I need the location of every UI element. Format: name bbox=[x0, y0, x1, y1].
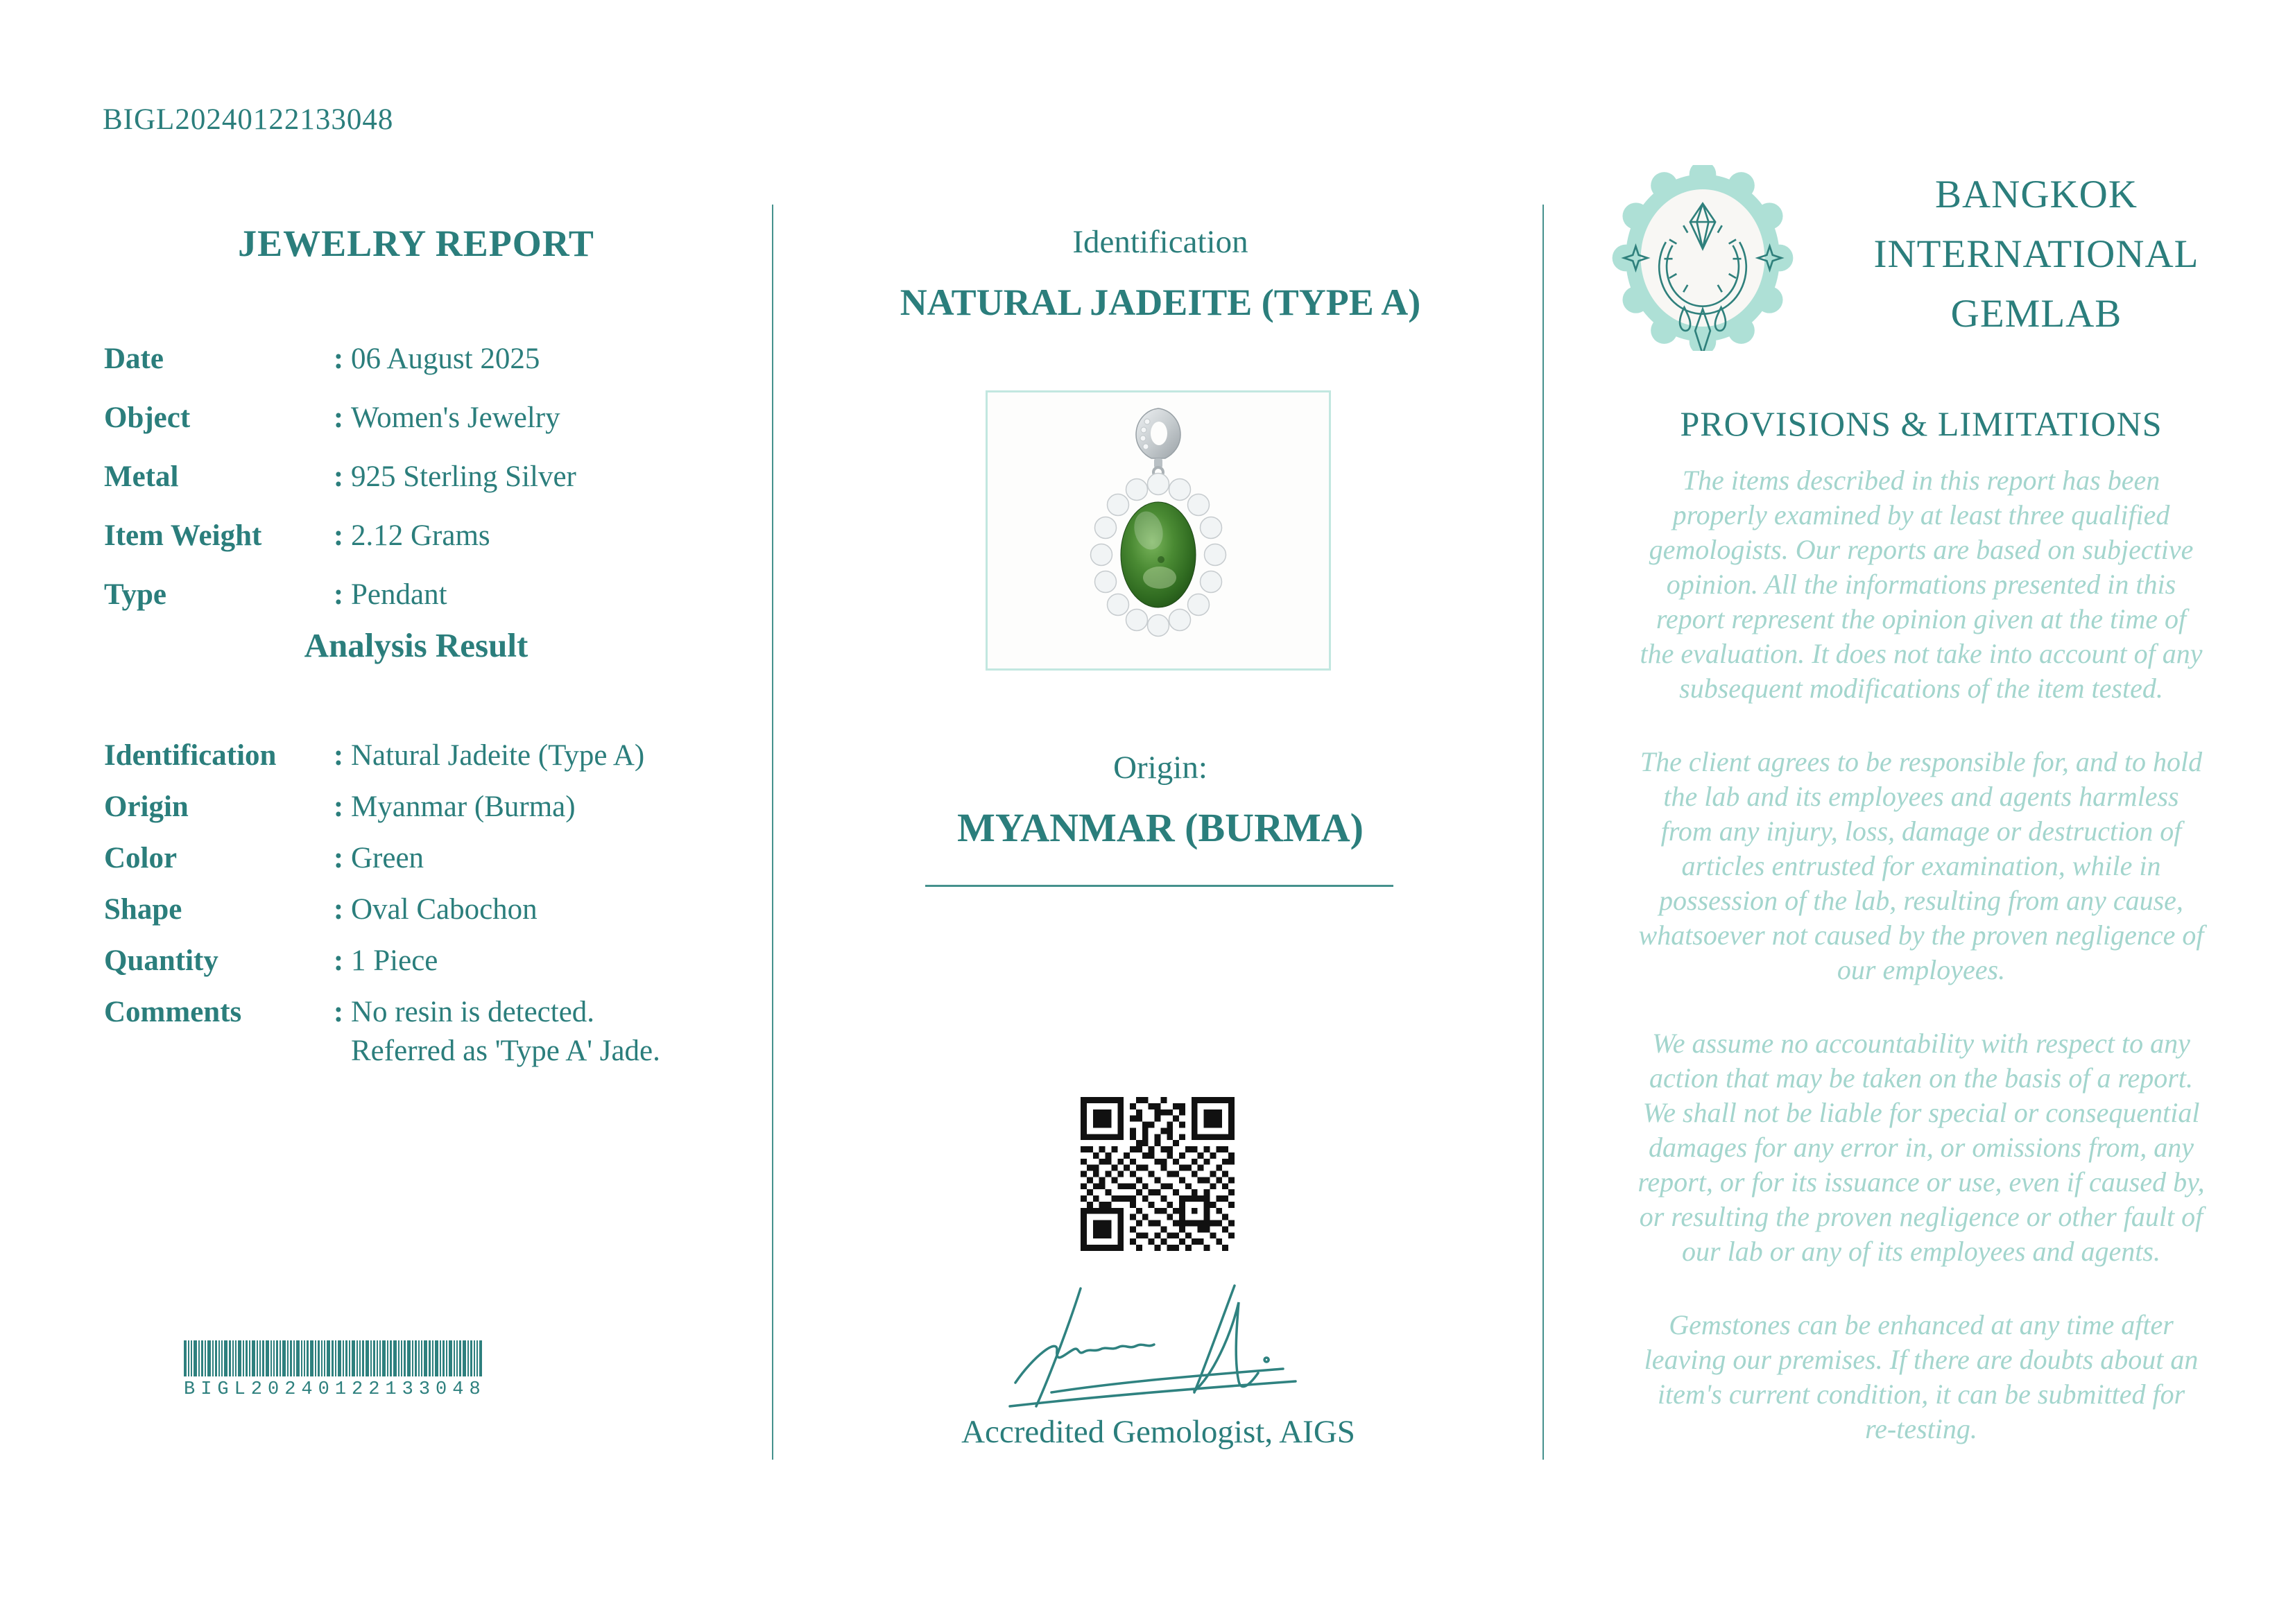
provisions-paragraph-4: Gemstones can be enhanced at any time after leaving our premises. If there are doubts about an item's current condition, it can be submitted for re-testing. bbox=[1644, 1309, 2199, 1444]
certificate-number: BIGL20240122133048 bbox=[103, 103, 394, 136]
provisions-paragraph-3: We assume no accountability with respect to any action that may be taken on the basis of a report. We shall not be liable for special or consequential damages for any error in, or omissions from, any report, or for its issuance or use, even if caused by, or resulting the proven negligence or other fault of our lab or any of its employees and agents. bbox=[1638, 1028, 2205, 1267]
field-row-shape bbox=[104, 890, 770, 929]
field-row-identification bbox=[104, 736, 770, 775]
field-row-origin bbox=[104, 788, 770, 827]
lab-name-line: GEMLAB bbox=[1950, 292, 2122, 336]
jade-pendant-image bbox=[1061, 399, 1255, 662]
field-value: No resin is detected. Referred as 'Type A' Jade. bbox=[351, 996, 660, 1067]
field-value: 925 Sterling Silver bbox=[351, 460, 576, 493]
field-row-object bbox=[104, 399, 770, 438]
field-label: Identification bbox=[104, 739, 277, 772]
analysis-result-title: Analysis Result bbox=[304, 626, 528, 664]
origin-value: MYANMAR (BURMA) bbox=[957, 805, 1364, 850]
provisions-paragraph-1: The items described in this report has been properly examined by at least three qualified gemologists. Our reports are based on subjective opinion. All the informations presented in this report represent the opinion given at the time of the evaluation. It does not take into account of any subsequent modifications of the item tested. bbox=[1640, 465, 2203, 704]
field-label: Comments bbox=[104, 996, 242, 1028]
field-colon: : bbox=[333, 791, 344, 823]
barcode bbox=[184, 1340, 486, 1400]
lab-name bbox=[1803, 165, 2269, 344]
field-label: Quantity bbox=[104, 944, 218, 977]
field-row-comments bbox=[104, 993, 770, 1071]
field-colon: : bbox=[333, 739, 344, 772]
field-colon: : bbox=[333, 996, 344, 1028]
field-label: Metal bbox=[104, 460, 179, 493]
lab-name-line: BANGKOK bbox=[1935, 173, 2138, 216]
field-row-item-weight bbox=[104, 517, 770, 555]
column-divider-left bbox=[772, 205, 773, 1460]
field-colon: : bbox=[333, 343, 344, 375]
field-value: Oval Cabochon bbox=[351, 893, 538, 926]
field-value: Women's Jewelry bbox=[351, 401, 560, 434]
origin-heading: Origin: bbox=[1113, 750, 1207, 786]
field-label: Date bbox=[104, 343, 164, 375]
lab-name-line: INTERNATIONAL bbox=[1873, 232, 2199, 276]
field-colon: : bbox=[333, 460, 344, 493]
field-row-color bbox=[104, 839, 770, 878]
gemlab-logo-icon bbox=[1610, 165, 1795, 351]
barcode-text: BIGL20240122133048 bbox=[184, 1379, 486, 1400]
field-label: Item Weight bbox=[104, 519, 262, 552]
field-label: Color bbox=[104, 842, 178, 874]
field-label: Origin bbox=[104, 791, 189, 823]
field-value: 2.12 Grams bbox=[351, 519, 490, 552]
field-value: Pendant bbox=[351, 578, 447, 611]
provisions-paragraph-2: The client agrees to be responsible for, and to hold the lab and its employees and agents harmless from any injury, loss, damage or destruction of articles entrusted for examination, while in possession of the lab, resulting from any cause, whatsoever not caused by the proven negligence of our employees. bbox=[1638, 746, 2204, 985]
field-label: Type bbox=[104, 578, 166, 611]
analysis-fields bbox=[104, 736, 770, 1083]
field-colon: : bbox=[333, 893, 344, 926]
field-colon: : bbox=[333, 578, 344, 611]
jade-cabochon bbox=[1121, 502, 1196, 607]
barcode-bars bbox=[184, 1340, 482, 1376]
gemologist-title: Accredited Gemologist, AIGS bbox=[961, 1414, 1355, 1450]
field-label: Shape bbox=[104, 893, 182, 926]
field-row-date bbox=[104, 340, 770, 379]
field-colon: : bbox=[333, 401, 344, 434]
field-label: Object bbox=[104, 401, 191, 434]
field-value: 06 August 2025 bbox=[351, 343, 540, 375]
field-colon: : bbox=[333, 842, 344, 874]
field-value: Myanmar (Burma) bbox=[351, 791, 576, 823]
report-title: JEWELRY REPORT bbox=[238, 223, 594, 264]
origin-divider-line bbox=[925, 885, 1393, 887]
column-divider-right bbox=[1542, 205, 1544, 1460]
item-photo-frame bbox=[986, 390, 1331, 671]
provisions-text bbox=[1595, 463, 2247, 1485]
field-row-type bbox=[104, 576, 770, 614]
field-row-metal bbox=[104, 458, 770, 496]
qr-code bbox=[1081, 1097, 1235, 1251]
field-colon: : bbox=[333, 944, 344, 977]
report-fields bbox=[104, 340, 770, 634]
provisions-heading: PROVISIONS & LIMITATIONS bbox=[1680, 404, 2163, 443]
field-row-quantity bbox=[104, 942, 770, 981]
field-value: 1 Piece bbox=[351, 944, 438, 977]
field-value: Green bbox=[351, 842, 424, 874]
gemologist-signature bbox=[970, 1273, 1351, 1415]
field-colon: : bbox=[333, 519, 344, 552]
field-value: Natural Jadeite (Type A) bbox=[351, 739, 645, 772]
identification-heading: Identification bbox=[1072, 224, 1248, 260]
identification-value: NATURAL JADEITE (TYPE A) bbox=[900, 282, 1421, 323]
